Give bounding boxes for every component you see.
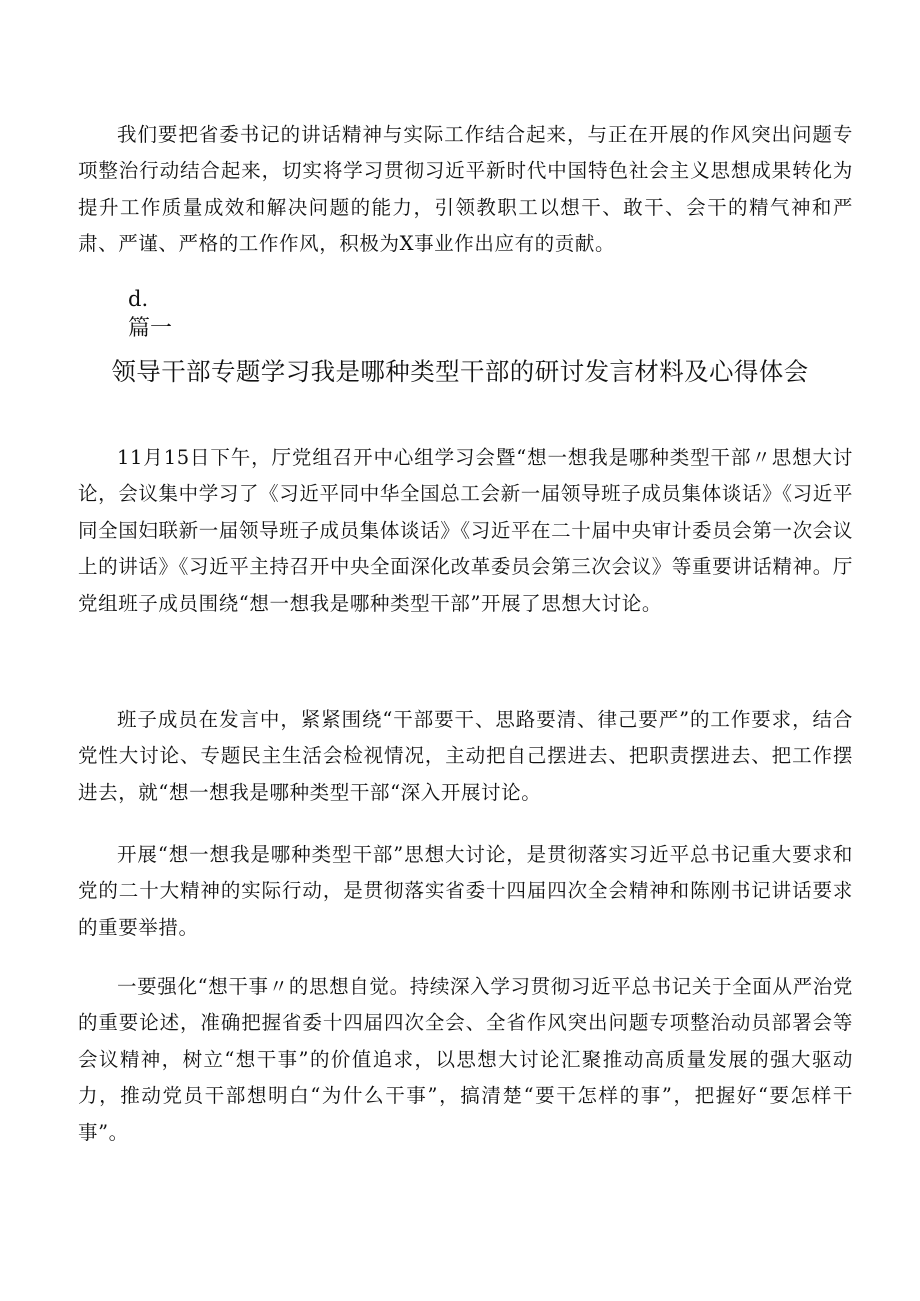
body-paragraph-1: 11月15日下午，厅党组召开中心组学习会暨“想一想我是哪种类型干部〃思想大讨论，会议集中学习了《习近平同中华全国总工会新一届领导班子成员集体谈话》《习近平同全国妇联新一届领导班子成员集体谈话》《习近平在二十届中央审计委员会第一次会议上的讲话》《习近平主持召开中央全面深化改革委员会第三次会议》等重要讲话精神。厅党组班子成员围绕“想一想我是哪种类型干部”开展了思想大讨论。	[78, 446, 853, 615]
body-paragraph-2: 班子成员在发言中，紧紧围绕“干部要干、思路要清、律己要严”的工作要求，结合党性大讨论、专题民主生活会检视情况，主动把自己摆进去、把职责摆进去、把工作摆进去，就“想一想我是哪种类型干部“深入开展讨论。	[78, 708, 853, 804]
section-label: 篇一	[128, 316, 173, 341]
document-title: 领导干部专题学习我是哪种类型干部的研讨发言材料及心得体会	[111, 357, 809, 386]
intro-paragraph: 我们要把省委书记的讲话精神与实际工作结合起来，与正在开展的作风突出问题专项整治行动结合起来，切实将学习贯彻习近平新时代中国特色社会主义思想成果转化为提升工作质量成效和解决问题的能力，引领教职工以想干、敢干、会干的精气神和严肃、严谨、严格的工作作风，积极为X事业作出应有的贡献。	[78, 123, 853, 256]
body-paragraph-4: 一要强化“想干事〃的思想自觉。持续深入学习贯彻习近平总书记关于全面从严治党的重要论述，准确把握省委十四届四次全会、全省作风突出问题专项整治动员部署会等会议精神，树立“想干事”的价值追求，以思想大讨论汇聚推动高质量发展的强大驱动力，推动党员干部想明白“为什么干事”，搞清楚“要干怎样的事”，把握好“要怎样干事”。	[78, 975, 853, 1144]
body-paragraph-3: 开展“想一想我是哪种类型干部”思想大讨论，是贯彻落实习近平总书记重大要求和党的二十大精神的实际行动，是贯彻落实省委十四届四次全会精神和陈刚书记讲话要求的重要举措。	[78, 843, 853, 939]
list-marker: d.	[128, 287, 149, 311]
